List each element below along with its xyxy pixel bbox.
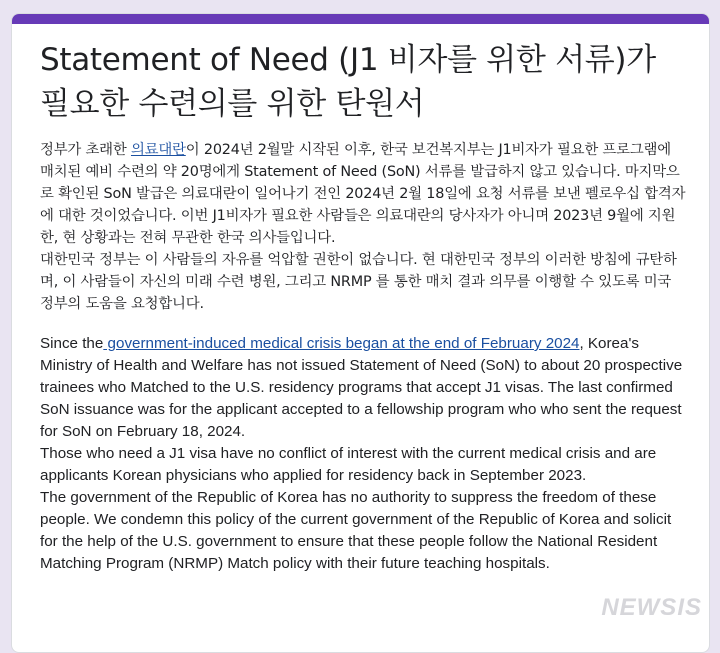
form-description bbox=[40, 38, 688, 575]
korean-paragraph-2: 대한민국 정부는 이 사람들의 자유를 억압할 권한이 없습니다. 현 대한민국 정부의 이러한 방침에 규탄하며, 이 사람들이 자신의 미래 수련 병원, 그리고 NRMP 를 통한 매치 결과 의무를 이행할 수 있도록 미국 정부의 도움을 요청합니다. bbox=[40, 252, 677, 312]
korean-medical-crisis-link[interactable]: 의료대란 bbox=[130, 142, 186, 158]
korean-p1-text-after: 이 2024년 2월말 시작된 이후, 한국 보건복지부는 J1비자가 필요한 프로그램에 매치된 예비 수련의 약 20명에게 Statement of Need (SoN) 서류를 발급하지 않고 있습니다. 마지막으로 확인된 SoN 발급은 의료대란이 일어나기 전인 2024년 2월 18일에 요청 서류를 보낸 펠로우십 합격자에 대한 것이었습니다. 이번 J1비자가 필요한 사람들은 의료대란의 당사자가 아니며 2023년 9월에 지원한, 현 상황과는 전혀 무관한 한국 의사들입니다. bbox=[40, 142, 686, 246]
english-paragraph-2: Those who need a J1 visa have no conflict of interest with the current medical crisis and are applicants Korean physicians who applied for residency back in September 2023. bbox=[40, 445, 657, 484]
english-medical-crisis-link[interactable]: government-induced medical crisis began at the end of February 2024 bbox=[103, 335, 580, 352]
korean-description bbox=[40, 139, 688, 315]
form-accent-bar bbox=[12, 14, 709, 24]
form-header-card bbox=[11, 13, 710, 653]
english-p1-text-before: Since the bbox=[40, 335, 104, 352]
english-p1-text-after: , Korea's Ministry of Health and Welfare has not issued Statement of Need (SoN) to about 20 prospective trainees who Matched to the U.S. residency programs that accept J1 visas. The last confirmed SoN issuance was for the applicant accepted to a fellowship program who who sent the request for SoN on February 18, 2024. bbox=[40, 335, 683, 440]
korean-p1-text-before: 정부가 초래한 bbox=[40, 142, 131, 158]
newsis-watermark: NEWSIS bbox=[601, 594, 702, 621]
english-description bbox=[40, 333, 688, 575]
english-paragraph-3: The government of the Republic of Korea has no authority to suppress the freedom of these people. We condemn this policy of the current government of the Republic of Korea and solicit for the help of the U.S. government to ensure that these people follow the National Resident Matching Program (NRMP) Match policy with their future teaching hospitals. bbox=[40, 489, 672, 572]
english-paragraph-1 bbox=[40, 333, 688, 443]
form-title: Statement of Need (J1 비자를 위한 서류)가 필요한 수련의를 위한 탄원서 bbox=[40, 42, 656, 122]
korean-paragraph-1 bbox=[40, 139, 688, 249]
